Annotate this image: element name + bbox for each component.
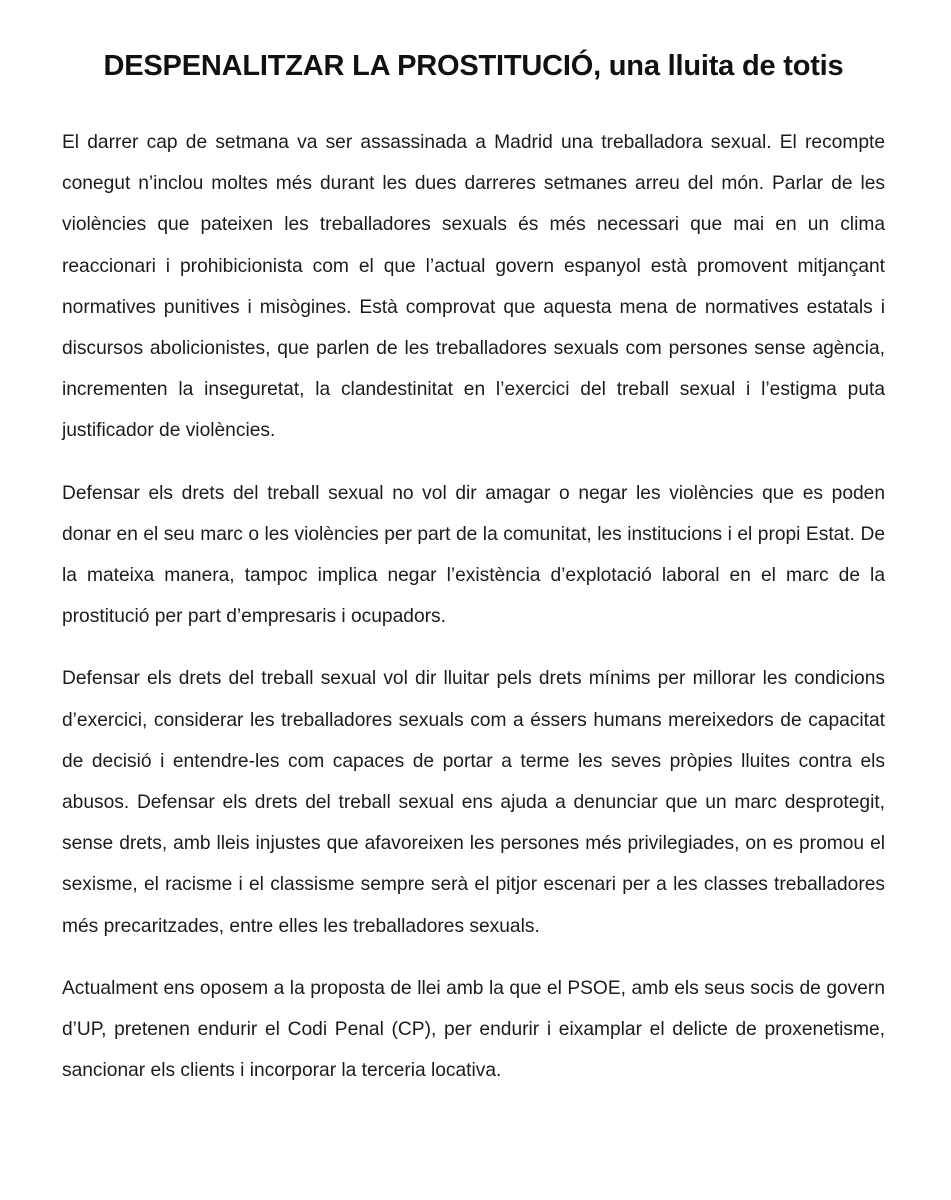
document-title: DESPENALITZAR LA PROSTITUCIÓ, una lluita de totis [103, 50, 844, 82]
paragraph-2: Defensar els drets del treball sexual no vol dir amagar o negar les violències que es poden donar en el seu marc o les violències per part de la comunitat, les institucions i el propi Estat. De la mateixa manera, tampoc implica negar l’existència d’explotació laboral en el marc de la prostitució per part d’empresaris i ocupadors. [62, 482, 885, 628]
paragraph-4: Actualment ens oposem a la proposta de llei amb la que el PSOE, amb els seus socis de govern d’UP, pretenen endurir el Codi Penal (CP), per endurir i eixamplar el delicte de proxenetisme, sancionar els clients i incorporar la terceria locativa. [62, 977, 885, 1082]
paragraph-1: El darrer cap de setmana va ser assassinada a Madrid una treballadora sexual. El recompte conegut n’inclou moltes més durant les dues darreres setmanes arreu del món. Parlar de les violències que pateixen les treballadores sexuals és més necessari que mai en un clima reaccionari i prohibicionista com el que l’actual govern espanyol està promovent mitjançant normatives punitives i misògines. Està comprovat que aquesta mena de normatives estatals i discursos abolicionistes, que parlen de les treballadores sexuals com persones sense agència, incrementen la inseguretat, la clandestinitat en l’exercici del treball sexual i l’estigma puta justificador de violències. [62, 132, 885, 442]
document-body [62, 122, 885, 1091]
paragraph-3: Defensar els drets del treball sexual vol dir lluitar pels drets mínims per millorar les condicions d’exercici, considerar les treballadores sexuals com a éssers humans mereixedors de capacitat de decisió i entendre-les com capaces de portar a terme les seves pròpies lluites contra els abusos. Defensar els drets del treball sexual ens ajuda a denunciar que un marc desprotegit, sense drets, amb lleis injustes que afavoreixen les persones més privilegiades, on es promou el sexisme, el racisme i el classisme sempre serà el pitjor escenari per a les classes treballadores més precaritzades, entre elles les treballadores sexuals. [62, 668, 885, 937]
